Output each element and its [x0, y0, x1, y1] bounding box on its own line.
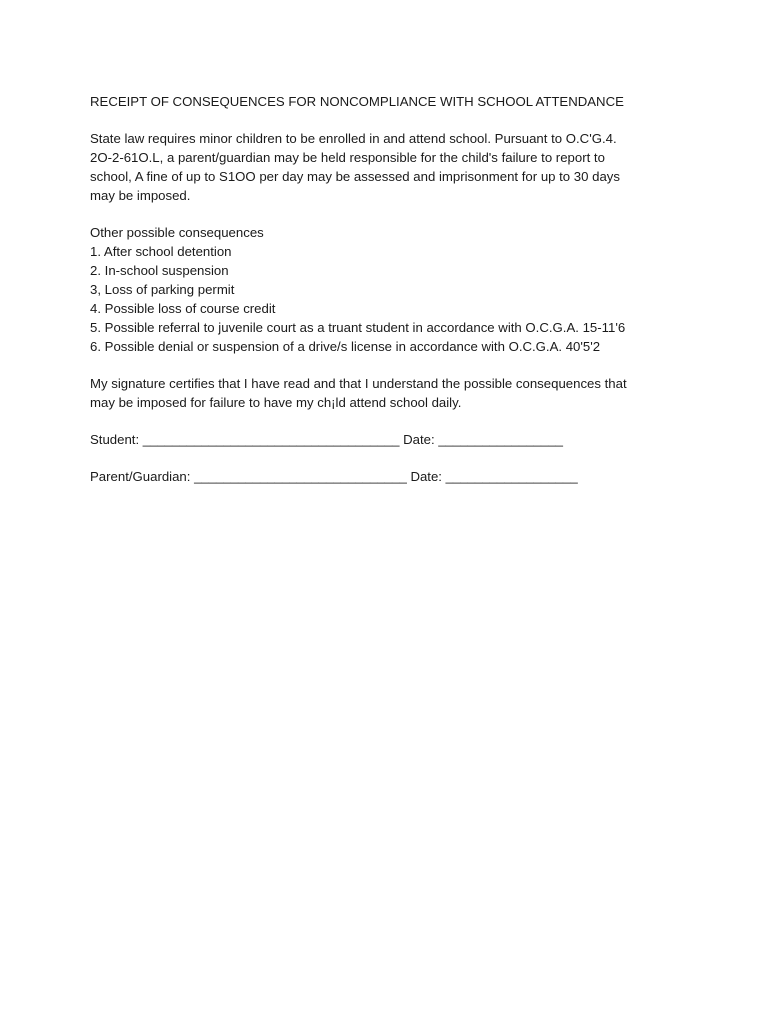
intro-paragraph — [90, 129, 690, 205]
list-item: 2. In-school suspension — [90, 263, 229, 278]
list-item: 3, Loss of parking permit — [90, 282, 235, 297]
consequences-heading: Other possible consequences — [90, 225, 264, 240]
intro-line: 2O-2-61O.L, a parent/guardian may be held responsible for the child's failure to report to — [90, 150, 605, 165]
document-title: RECEIPT OF CONSEQUENCES FOR NONCOMPLIANCE WITH SCHOOL ATTENDANCE — [90, 94, 624, 109]
consequences-section — [90, 223, 690, 356]
certification-line: may be imposed for failure to have my ch¡ld attend school daily. — [90, 395, 462, 410]
intro-line: school, A fine of up to S1OO per day may be assessed and imprisonment for up to 30 days — [90, 169, 620, 184]
student-signature-line: Student: ___________________________________ Date: _________________ — [90, 432, 564, 447]
list-item: 1. After school detention — [90, 244, 232, 259]
document-body — [90, 92, 690, 504]
parent-signature-line: Parent/Guardian: _____________________________ Date: __________________ — [90, 469, 578, 484]
consequences-list — [90, 242, 690, 356]
list-item: 5. Possible referral to juvenile court as a truant student in accordance with O.C.G.A. 15-11'6 — [90, 320, 626, 335]
certification-paragraph — [90, 374, 690, 412]
list-item: 6. Possible denial or suspension of a drive/s license in accordance with O.C.G.A. 40'5'2 — [90, 339, 601, 354]
list-item: 4. Possible loss of course credit — [90, 301, 276, 316]
intro-line: State law requires minor children to be enrolled in and attend school. Pursuant to O.C'G.4. — [90, 131, 617, 146]
certification-line: My signature certifies that I have read and that I understand the possible consequences that — [90, 376, 627, 391]
intro-line: may be imposed. — [90, 188, 191, 203]
